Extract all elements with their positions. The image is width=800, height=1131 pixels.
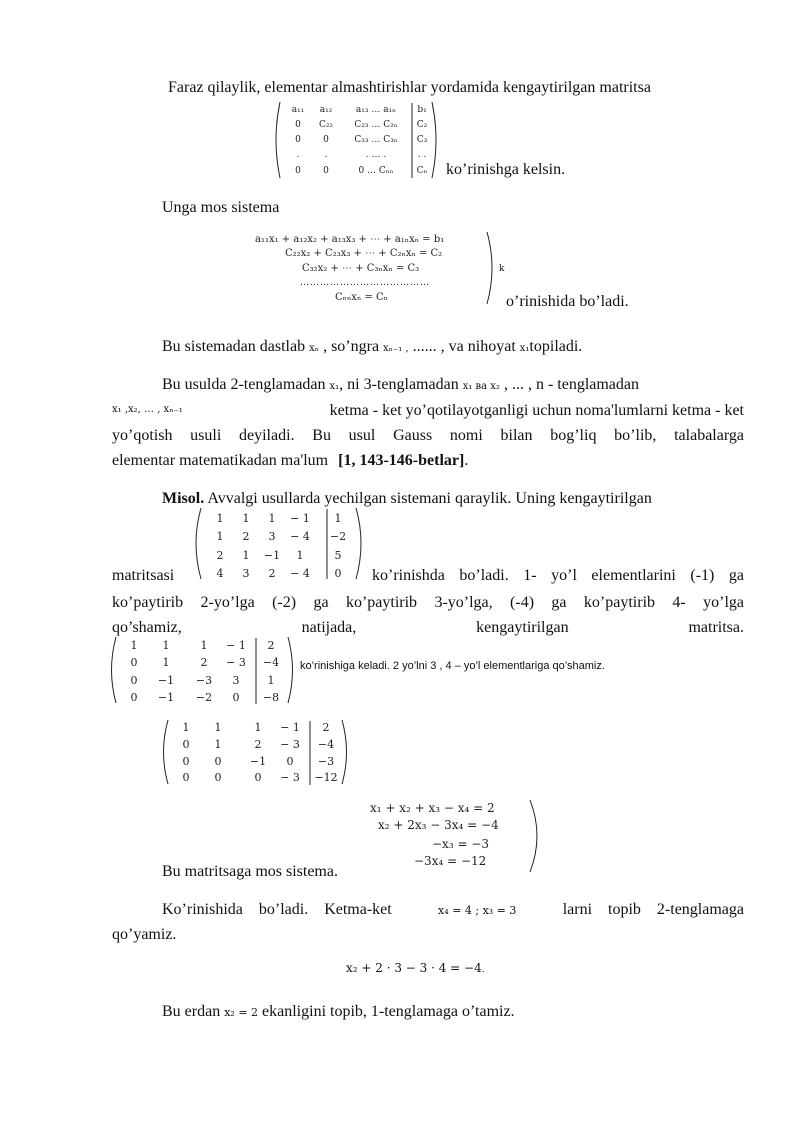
matrix-cell: . .	[417, 150, 427, 160]
matrix-cell: 1	[162, 639, 170, 652]
matrix-cell: 4	[216, 567, 224, 580]
matrix-cell: −4	[262, 656, 280, 669]
augmented-matrix-3	[160, 717, 352, 787]
equation-body: x₂ + 2 · 3 − 3 · 4 = −4	[346, 961, 482, 975]
math-xn-1: xₙ₋₁ ,	[383, 343, 409, 354]
math-sequence: x₁ ,x₂, … , xₙ₋₁	[112, 404, 183, 415]
system-equation: …………………………………	[300, 278, 430, 288]
matrix-cell: 1	[200, 639, 208, 652]
matrix-cell: b₁	[417, 105, 427, 115]
text-segment: ...... , va nihoyat	[412, 338, 516, 355]
matrix-cell: −12	[314, 771, 338, 784]
math-x1-x2: x₁ ва x₂	[462, 381, 500, 392]
matrix-cell: −8	[262, 691, 280, 704]
matrix-cell: 0	[334, 567, 342, 580]
matrix-cell: C₂	[416, 120, 428, 130]
matrix-cell: −2	[329, 530, 347, 543]
paragraph-system-intro: Unga mos sistema	[162, 199, 280, 216]
general-augmented-matrix	[272, 98, 442, 182]
triangular-system	[368, 796, 548, 876]
matrix-cell: 1	[254, 721, 262, 734]
matrix-cell: 0	[182, 738, 190, 751]
matrix-cell: −1	[263, 549, 281, 562]
paragraph-method-line1	[162, 375, 639, 395]
matrix-cell: 1	[214, 721, 222, 734]
math-x1: x₁	[519, 343, 530, 354]
system-equation: x₂ + 2x₃ − 3x₄ = −4	[378, 818, 499, 832]
matrix-cell: 1	[267, 674, 275, 687]
matrix-cell: C₃₃ … C₃ₙ	[354, 135, 398, 145]
system-equation: C₃₂x₂ + ⋯ + C₃ₙxₙ = C₃	[302, 263, 420, 274]
text-segment: elementar matematikadan ma'lum	[112, 452, 329, 469]
paragraph-sequence	[162, 337, 582, 357]
matrix-cell: 3	[232, 674, 240, 687]
system-equation: a₁₁x₁ + a₁₂x₂ + a₁₃x₃ + ⋯ + a₁ₙxₙ = b₁	[255, 234, 445, 245]
system-equation: C₂₂x₂ + C₂₃x₃ + ⋯ + C₂ₙxₙ = C₂	[285, 248, 443, 259]
matrix-cell: −1	[249, 755, 267, 768]
matrix-cell: 1	[162, 656, 170, 669]
matrix-cell: C₃	[416, 135, 428, 145]
matrix-cell: a₁₁	[291, 105, 305, 115]
paragraph-example-line4: qo’shamiz, natijada, kengaytirilgan matritsa.	[112, 619, 744, 636]
matrix-cell: 1	[242, 549, 250, 562]
matrix-cell: − 1	[280, 721, 300, 734]
text-segment: ketma - ket yo’qotilayotganligi uchun noma'lumlarni ketma - ket	[329, 402, 744, 419]
paragraph-method-line3: yo’qotish usuli deyiladi. Bu usul Gauss nomi bilan bog’liq bo’lib, talabalarga	[112, 427, 744, 444]
matrix-cell: − 4	[290, 530, 310, 543]
matrix-cell: . … .	[365, 150, 387, 160]
matrix-cell: 1	[216, 530, 224, 543]
matrix-cell: 1	[214, 738, 222, 751]
matrix-cell: − 4	[290, 567, 310, 580]
matrix-cell: 0	[295, 135, 301, 145]
text-segment: , so’ngra	[323, 338, 380, 355]
matrix-cell: 3	[242, 567, 250, 580]
matrix-cell: 0	[214, 771, 222, 784]
matrix-cell: −3	[317, 755, 335, 768]
text-segment: topiladi.	[529, 338, 583, 355]
matrix-cell: 1	[130, 639, 138, 652]
label-matritsasi: matritsasi	[112, 567, 175, 584]
matrix-cell: − 1	[290, 512, 310, 525]
matrix-cell: 5	[334, 549, 342, 562]
matrix-cell: − 3	[280, 738, 300, 751]
reference: [1, 143-146-betlar]	[338, 452, 465, 469]
matrix-cell: 1	[216, 512, 224, 525]
matrix-cell: 0	[323, 166, 329, 176]
matrix-cell: .	[324, 150, 328, 160]
system-label: k	[499, 264, 505, 274]
matrix-cell: 3	[268, 530, 276, 543]
matrix-cell: 2	[268, 567, 276, 580]
system-equation: x₁ + x₂ + x₃ − x₄ = 2	[370, 801, 495, 815]
text-segment: Avvalgi usullarda yechilgan sistemani qaraylik. Uning kengaytirilgan	[207, 490, 652, 507]
matrix-cell: 0	[295, 166, 301, 176]
matrix-cell: 2	[216, 549, 224, 562]
matrix-cell: − 3	[226, 656, 246, 669]
paragraph-substitution-line1	[162, 900, 744, 920]
augmented-matrix-1	[192, 505, 367, 582]
matrix-cell: a₁₃ … a₁ₙ	[355, 105, 397, 115]
paragraph-method-line4	[112, 451, 468, 471]
matrix-cell: 1	[334, 512, 342, 525]
text-segment: ekanligini topib, 1-tenglamaga o’tamiz.	[262, 1003, 515, 1020]
matrix-cell: 2	[267, 639, 275, 652]
matrix-cell: 2	[200, 656, 208, 669]
matrix-cell: −1	[157, 674, 175, 687]
paragraph-example-line3: ko’paytirib 2-yo’lga (-2) ga ko’paytirib 3-yo’lga, (-4) ga ko’paytirib 4- yo’lga	[112, 594, 744, 611]
matrix-cell: 2	[254, 738, 262, 751]
matrix-cell: − 1	[226, 639, 246, 652]
matrix-2-caption: ko’rinishiga keladi. 2 yo’lni 3 , 4 – yo’l elementlariga qo’shamiz.	[300, 660, 605, 672]
math-xn: xₙ	[309, 343, 320, 354]
matrix-cell: 0	[130, 674, 138, 687]
matrix-cell: 0	[232, 691, 240, 704]
matrix-cell: 0	[254, 771, 262, 784]
matrix-cell: 0	[286, 755, 294, 768]
text-segment: Bu sistemadan dastlab	[162, 338, 306, 355]
paragraph-example-line2: ko’rinishda bo’ladi. 1- yo’l elementlarini (-1) ga	[372, 567, 744, 584]
text-segment: Ko’rinishida bo’ladi. Ketma-ket	[162, 901, 392, 918]
matrix-cell: 1	[296, 549, 304, 562]
matrix-cell: 2	[322, 721, 330, 734]
matrix-cell: .	[296, 150, 300, 160]
paragraph-system-caption: Bu matritsaga mos sistema.	[162, 863, 338, 880]
example-label: Misol.	[162, 490, 205, 507]
matrix-cell: 1	[182, 721, 190, 734]
equation-dot: .	[481, 965, 485, 975]
matrix-cell: 0	[214, 755, 222, 768]
augmented-matrix-2	[108, 634, 298, 706]
paragraph-method-line2	[112, 401, 744, 421]
paragraph-conclusion	[162, 1002, 515, 1022]
matrix-cell: − 3	[280, 771, 300, 784]
matrix-cell: a₁₂	[319, 105, 333, 115]
matrix-cell: −4	[317, 738, 335, 751]
matrix-cell: −3	[195, 674, 213, 687]
text-segment: .	[464, 452, 469, 469]
matrix-cell: −2	[195, 691, 213, 704]
matrix-cell: C₂₂	[318, 120, 334, 130]
matrix-cell: 0	[130, 691, 138, 704]
text-segment: , ... , n - tenglamadan	[503, 376, 640, 393]
math-values: x₄ = 4 ; x₃ = 3	[438, 904, 517, 917]
matrix-cell: 0	[182, 771, 190, 784]
matrix-cell: 0	[295, 120, 301, 130]
math-x1: x₁	[329, 381, 340, 392]
equation-x2	[346, 961, 485, 976]
paragraph-substitution-line2: qo’yamiz.	[112, 926, 177, 943]
matrix-cell: 2	[242, 530, 250, 543]
text-segment: Bu usulda 2-tenglamadan	[162, 376, 326, 393]
matrix-cell: 0	[182, 755, 190, 768]
matrix-cell: 0	[323, 135, 329, 145]
matrix-cell: C₂₃ … C₂ₙ	[354, 120, 398, 130]
system-equation: Cₙₙxₙ = Cₙ	[335, 292, 388, 303]
general-system	[255, 228, 515, 310]
paragraph-intro: Faraz qilaylik, elementar almashtirishlar yordamida kengaytirilgan matritsa	[168, 79, 651, 96]
text-segment: larni topib 2-tenglamaga	[562, 901, 744, 918]
matrix-cell: 1	[242, 512, 250, 525]
matrix-cell: 0 … Cₙₙ	[358, 166, 394, 176]
text-segment: , ni 3-tenglamadan	[339, 376, 459, 393]
matrix-cell: Cₙ	[416, 166, 428, 176]
paragraph-system-tail: o’rinishida bo’ladi.	[506, 293, 629, 310]
text-segment: Bu erdan	[162, 1003, 221, 1020]
matrix-cell: −1	[157, 691, 175, 704]
system-equation: −x₃ = −3	[432, 837, 490, 851]
matrix-cell: 0	[130, 656, 138, 669]
paragraph-intro-tail: ko’rinishga kelsin.	[446, 161, 566, 178]
matrix-cell: 1	[268, 512, 276, 525]
math-x2-value: x₂ = 2	[224, 1006, 259, 1019]
system-equation: −3x₄ = −12	[414, 854, 487, 868]
